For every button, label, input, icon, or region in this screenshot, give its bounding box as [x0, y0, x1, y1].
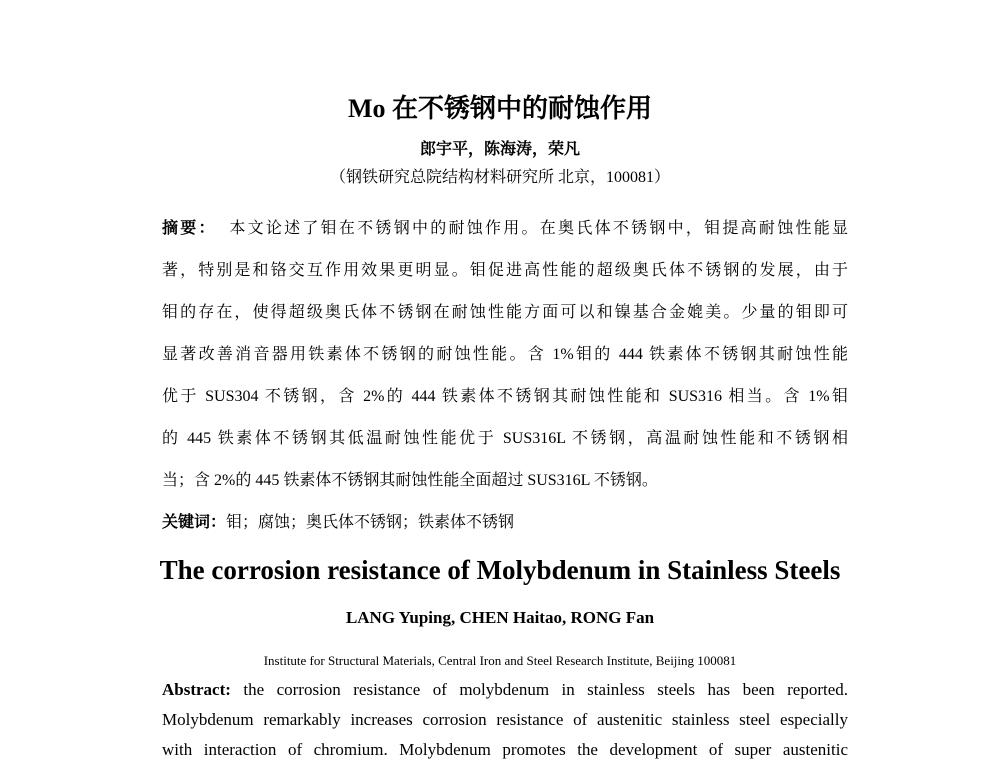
abstract-line: 著，特别是和铬交互作用效果更明显。钼促进高性能的超级奥氏体不锈钢的发展，由于 [162, 262, 848, 279]
abstract-label: 摘要： [162, 220, 217, 237]
chinese-affiliation: （钢铁研究总院结构材料研究所 北京，100081） [329, 169, 670, 186]
abstract-line [162, 215, 848, 238]
abstract-label: Abstract: [162, 680, 231, 699]
chinese-title: Mo 在不锈钢中的耐蚀作用 [347, 94, 653, 123]
chinese-authors: 郎宇平，陈海涛，荣凡 [419, 141, 580, 158]
abstract-line: 优于 SUS304 不锈钢，含 2%的 444 铁素体不锈钢其耐蚀性能和 SUS316 相当。含 1%钼 [162, 388, 848, 405]
abstract-line: 的 445 铁素体不锈钢其低温耐蚀性能优于 SUS316L 不锈钢，高温耐蚀性能和不锈钢相 [162, 430, 848, 447]
abstract-line [162, 680, 848, 700]
english-affiliation: Institute for Structural Materials, Central Iron and Steel Research Institute, Beijing 100081 [263, 653, 737, 668]
keywords [162, 509, 848, 532]
abstract-text: 本文论述了钼在不锈钢中的耐蚀作用。在奥氏体不锈钢中，钼提高耐蚀性能显 [229, 220, 848, 237]
abstract-line: 钼的存在，使得超级奥氏体不锈钢在耐蚀性能方面可以和镍基合金媲美。少量的钼即可 [162, 304, 848, 321]
abstract-line: with interaction of chromium. Molybdenum promotes the development of super austenitic [162, 740, 848, 759]
abstract-line: 显著改善消音器用铁素体不锈钢的耐蚀性能。含 1%钼的 444 铁素体不锈钢其耐蚀性能 [162, 346, 848, 363]
abstract-line: Molybdenum remarkably increases corrosion resistance of austenitic stainless steel especially [162, 710, 848, 729]
english-authors: LANG Yuping, CHEN Haitao, RONG Fan [345, 608, 655, 627]
abstract-line: 当；含 2%的 445 铁素体不锈钢其耐蚀性能全面超过 SUS316L 不锈钢。 [162, 472, 658, 489]
abstract-text: the corrosion resistance of molybdenum in stainless steels has been reported. [243, 680, 849, 699]
keywords-text: 钼；腐蚀；奥氏体不锈钢；铁素体不锈钢 [226, 514, 515, 531]
keywords-label: 关键词： [162, 514, 227, 531]
english-title: The corrosion resistance of Molybdenum in Stainless Steels [159, 555, 841, 585]
